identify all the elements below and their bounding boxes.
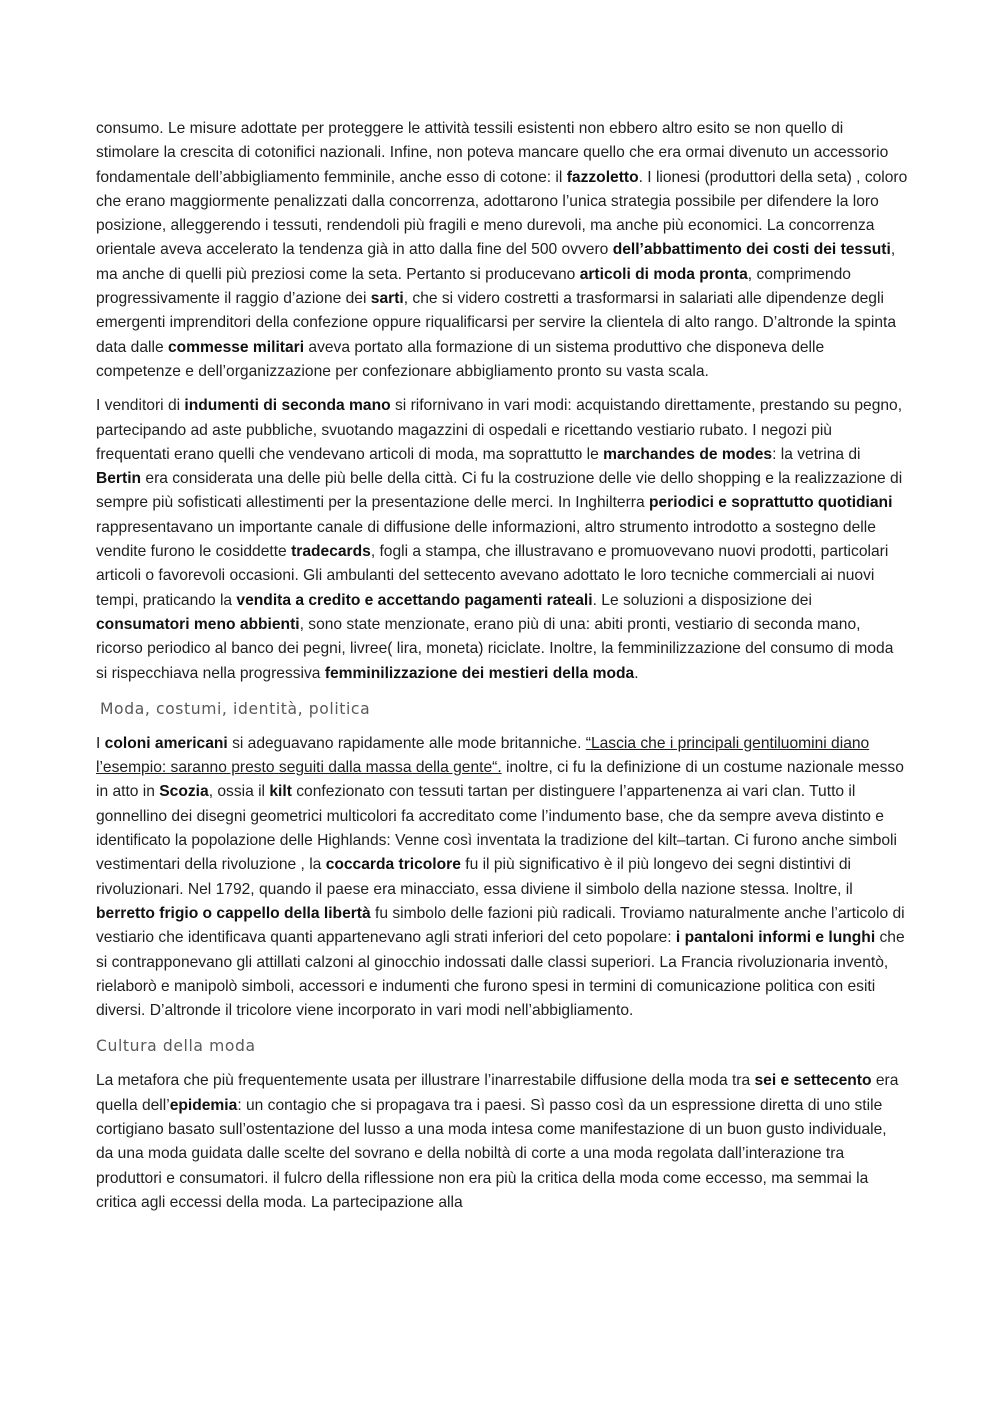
bold-term: indumenti di seconda mano (184, 397, 391, 415)
bold-term: periodici e soprattutto quotidiani (648, 494, 893, 512)
text-run: inoltre, ci fu la definizione di un costume nazionale messo in atto in (96, 759, 904, 801)
bold-term: dell’abbattimento dei costi dei tessuti (612, 241, 891, 259)
bold-term: i pantaloni informi e lunghi (675, 929, 876, 947)
text-run: I venditori di (96, 397, 185, 415)
text-run: : un contagio che si propagava tra i paesi. Sì passo così da un espressione diretta di uno stile cortigiano basato sull’ostentazione del lusso a una moda intesa come manifestazione di un buon gusto individuale, da una moda guidata dalle scelte del sovrano e della nobiltà di corte a una moda regolata dall’interazione tra produttori e consumatori. il fulcro della riflessione non era più la critica della moda come eccesso, ma semmai la critica agli eccessi della moda. La partecipazione alla (96, 1096, 887, 1211)
bold-term: sei e settecento (754, 1072, 872, 1090)
underlined-quote: “Lascia che i principali gentiluomini diano l’esempio: saranno presto seguiti dalla massa della gente“. (96, 734, 870, 777)
bold-term: sarti (370, 290, 404, 308)
section-heading: Moda, costumi, identità, politica (100, 699, 371, 718)
bold-term: Bertin (96, 470, 142, 488)
bold-term: commesse militari (167, 338, 305, 356)
bold-term: epidemia (169, 1096, 238, 1114)
text-run: , fogli a stampa, che illustravano e promuovevano nuovi prodotti, particolari articoli o favorevoli occasioni. Gli ambulanti del settecento avevano adottato le loro tecniche commerciali ai nuovi tempi, praticando la (96, 543, 889, 609)
text-run: . I lionesi (produttori della seta) , coloro che erano maggiormente penalizzati dalla concorrenza, adottarono l’unica strategia possibile per difendere la loro posizione, alleggerendo i tessuti, rendendoli più fragili e meno durevoli, ma anche più economici. La concorrenza orientale aveva accelerato la tendenza già in atto dalla fine del 500 ovvero (96, 168, 908, 259)
bold-term: articoli di moda pronta (579, 265, 748, 283)
bold-term: berretto frigio o cappello della libertà (96, 904, 371, 922)
bold-term: fazzoletto (566, 168, 639, 186)
text-run: fu simbolo delle fazioni più radicali. Troviamo naturalmente anche l’articolo di vestiario che identificava quanti appartenevano agli strati inferiori del ceto popolare: (96, 904, 905, 947)
text-run: era considerata una delle più belle della città. Ci fu la costruzione delle vie dello shopping e la realizzazione di sempre più sofisticati allestimenti per la presentazione delle merci. In Inghilterra (96, 470, 903, 512)
text-run: era quella dell’ (96, 1072, 899, 1114)
bold-term: coloni americani (104, 734, 228, 752)
bold-term: femminilizzazione dei mestieri della moda (324, 664, 635, 682)
bold-term: consumatori meno abbienti (96, 615, 300, 633)
bold-term: tradecards (291, 543, 371, 561)
paragraph-venditori (96, 394, 908, 686)
paragraph-metafora (96, 1069, 908, 1215)
text-run: : la vetrina di (772, 445, 861, 463)
text-run: . Le soluzioni a disposizione dei (592, 591, 812, 609)
bold-term: kilt (269, 783, 292, 801)
text-run: . (634, 664, 639, 682)
paragraph-consumo (96, 117, 908, 384)
bold-term: coccarda tricolore (325, 856, 461, 874)
section-heading: Cultura della moda (96, 1037, 256, 1056)
text-run: si rifornivano in vari modi: acquistando direttamente, prestando su pegno, partecipando ad aste pubbliche, svuotando magazzini di ospedali e ricettando vestiario rubato. I negozi più frequentati erano quelli che vendevano articoli di moda, ma soprattutto le (96, 397, 903, 463)
text-run: , sono state menzionate, erano più di una: abiti pronti, vestiario di seconda mano, ricorso periodico al banco dei pegni, livree( lira, moneta) riciclate. Inoltre, la femminilizzazione del consumo di moda si rispecchiava nella progressiva (96, 615, 894, 682)
text-run: I (96, 734, 105, 752)
text-run: confezionato con tessuti tartan per distinguere l’appartenenza ai vari clan. Tutto il gonnellino dei disegni geometrici multicolori fa accreditato come l’indumento base, che da sempre aveva distinto e identificato la popolazione delle Highlands: Venne così inventata la tradizione del kilt–tartan. Ci furono anche simboli vestimentari della rivoluzione , la (96, 783, 897, 874)
text-run: , comprimendo progressivamente il raggio d’azione dei (96, 265, 851, 308)
text-run: rappresentavano un importante canale di diffusione delle informazioni, altro strumento introdotto a sostegno delle vendite furono le cosiddette (96, 518, 876, 561)
text-run: , ossia il (208, 783, 270, 801)
text-run: , che si videro costretti a trasformarsi in salariati alle dipendenze degli emergenti imprenditori della confezione oppure riqualificarsi per servire la clientela di alto rango. D’altronde la spinta data dalle (96, 290, 897, 356)
document-page (96, 117, 908, 1225)
text-run: che si contrapponevano gli attillati calzoni al ginocchio indossati dalle classi superiori. La Francia rivoluzionaria inventò, rielaborò e manipolò simboli, accessori e indumenti che furono spesi in termini di comunicazione politica con esiti diversi. D’altronde il tricolore viene incorporato in vari modi nell’abbigliamento. (96, 929, 905, 1020)
text-run: consumo. Le misure adottate per proteggere le attività tessili esistenti non ebbero altro esito se non quello di stimolare la crescita di cotonifici nazionali. Infine, non poteva mancare quello che era ormai divenuto un accessorio fondamentale dell’abbigliamento femminile, anche esso di cotone: il (96, 120, 889, 186)
text-run: aveva portato alla formazione di un sistema produttivo che disponeva delle competenze e dell’organizzazione per confezionare abbigliamento pronto su vasta scala. (96, 338, 825, 380)
bold-term: vendita a credito e accettando pagamenti rateali (236, 591, 593, 609)
text-run: , ma anche di quelli più preziosi come la seta. Pertanto si producevano (96, 241, 896, 283)
paragraph-coloni (96, 732, 908, 1024)
text-run: si adeguavano rapidamente alle mode britanniche. (227, 734, 586, 752)
text-run: fu il più significativo è il più longevo dei segni distintivi di rivoluzionari. Nel 1792, quando il paese era minacciato, essa diviene il simbolo della nazione stessa. Inoltre, il (96, 856, 853, 898)
bold-term: marchandes de modes (603, 445, 773, 463)
text-run: La metafora che più frequentemente usata per illustrare l’inarrestabile diffusione della moda tra (96, 1072, 755, 1090)
bold-term: Scozia (159, 783, 209, 801)
